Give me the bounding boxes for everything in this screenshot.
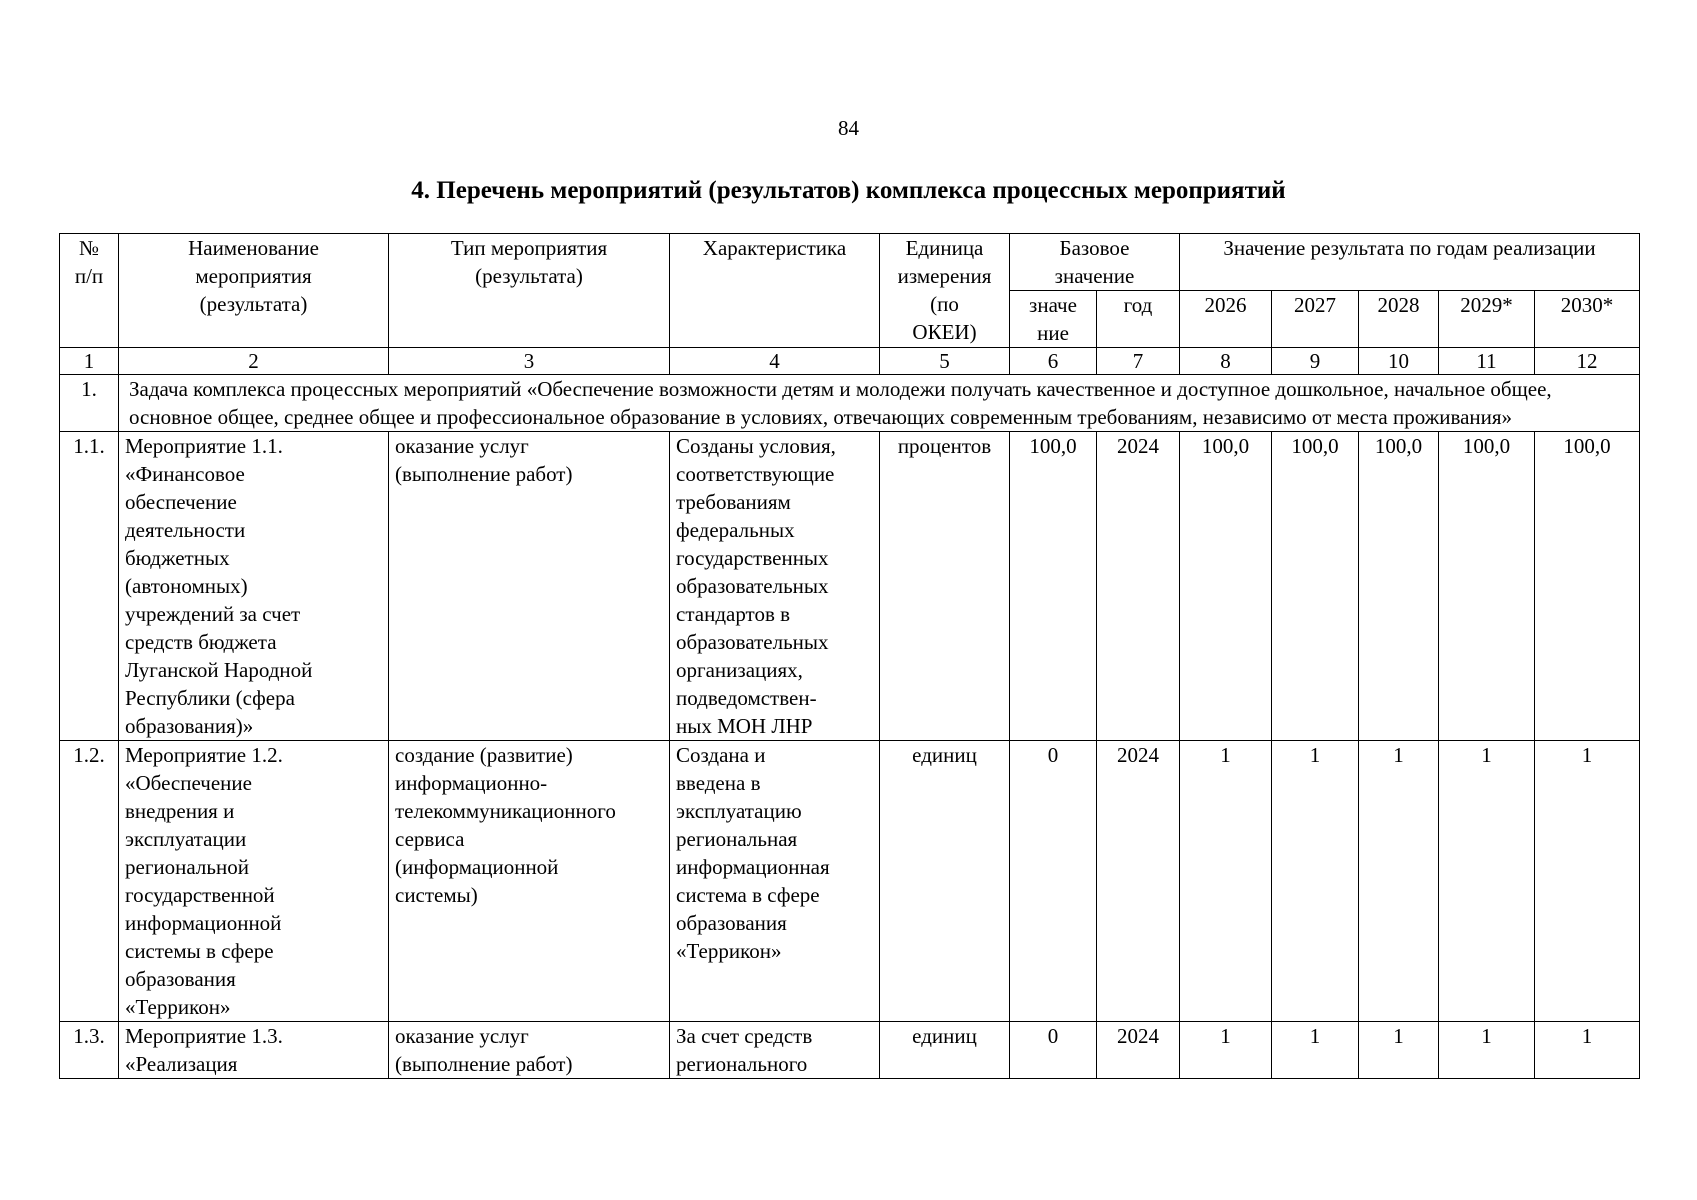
column-number: 10 <box>1359 348 1439 375</box>
column-number: 2 <box>119 348 389 375</box>
row-value: 1 <box>1535 741 1640 1022</box>
row-base-value: 0 <box>1010 741 1097 1022</box>
row-value: 1 <box>1359 1022 1439 1079</box>
table-row <box>60 1022 1640 1079</box>
header-name: Наименование мероприятия (результата) <box>119 234 389 348</box>
task-row <box>60 375 1640 432</box>
row-unit: единиц <box>880 741 1010 1022</box>
header-year: 2028 <box>1359 291 1439 348</box>
header-row-1 <box>60 234 1640 291</box>
header-unit: Единица измерения (по ОКЕИ) <box>880 234 1010 348</box>
row-value: 1 <box>1272 741 1359 1022</box>
header-year: 2030* <box>1535 291 1640 348</box>
row-type: создание (развитие) информационно- телекоммуникационного сервиса (информационной системы) <box>389 741 670 1022</box>
column-number: 1 <box>60 348 119 375</box>
table-row <box>60 432 1640 741</box>
row-base-value: 0 <box>1010 1022 1097 1079</box>
row-value: 1 <box>1180 741 1272 1022</box>
header-num: № п/п <box>60 234 119 348</box>
row-value: 100,0 <box>1180 432 1272 741</box>
column-number: 7 <box>1097 348 1180 375</box>
column-numbers-row <box>60 348 1640 375</box>
row-characteristic: Создана и введена в эксплуатацию региональная информационная система в сфере образования «Террикон» <box>670 741 880 1022</box>
row-characteristic: Созданы условия, соответствующие требованиям федеральных государственных образовательных стандартов в образовательных организациях, подведомствен- ных МОН ЛНР <box>670 432 880 741</box>
row-value: 1 <box>1439 1022 1535 1079</box>
task-number: 1. <box>60 375 119 432</box>
row-base-year: 2024 <box>1097 741 1180 1022</box>
header-base-year: год <box>1097 291 1180 348</box>
page-number: 84 <box>838 116 859 140</box>
row-value: 1 <box>1535 1022 1640 1079</box>
column-number: 12 <box>1535 348 1640 375</box>
document-title: 4. Перечень мероприятий (результатов) комплекса процессных мероприятий <box>411 177 1286 204</box>
header-type: Тип мероприятия (результата) <box>389 234 670 348</box>
row-number: 1.3. <box>60 1022 119 1079</box>
row-name: Мероприятие 1.1. «Финансовое обеспечение деятельности бюджетных (автономных) учреждений за счет средств бюджета Луганской Народной Республики (сфера образования)» <box>119 432 389 741</box>
task-text: Задача комплекса процессных мероприятий «Обеспечение возможности детям и молодежи получать качественное и доступное дошкольное, начальное общее, основное общее, среднее общее и профессиональное образование в условиях, отвечающих современным требованиям, независимо от места проживания» <box>119 375 1640 432</box>
row-value: 100,0 <box>1359 432 1439 741</box>
column-number: 6 <box>1010 348 1097 375</box>
row-number: 1.2. <box>60 741 119 1022</box>
row-name: Мероприятие 1.2. «Обеспечение внедрения и эксплуатации региональной государственной информационной системы в сфере образования «Террикон» <box>119 741 389 1022</box>
row-type: оказание услуг (выполнение работ) <box>389 432 670 741</box>
row-value: 100,0 <box>1439 432 1535 741</box>
row-characteristic: За счет средств регионального <box>670 1022 880 1079</box>
measures-table <box>59 233 1640 1079</box>
header-characteristic: Характеристика <box>670 234 880 348</box>
header-year: 2029* <box>1439 291 1535 348</box>
column-number: 5 <box>880 348 1010 375</box>
row-type: оказание услуг (выполнение работ) <box>389 1022 670 1079</box>
row-value: 1 <box>1180 1022 1272 1079</box>
column-number: 8 <box>1180 348 1272 375</box>
header-years-group: Значение результата по годам реализации <box>1180 234 1640 291</box>
column-number: 4 <box>670 348 880 375</box>
row-value: 1 <box>1439 741 1535 1022</box>
header-year: 2026 <box>1180 291 1272 348</box>
row-value: 1 <box>1359 741 1439 1022</box>
header-base-value: значе ние <box>1010 291 1097 348</box>
column-number: 9 <box>1272 348 1359 375</box>
row-unit: процентов <box>880 432 1010 741</box>
row-name: Мероприятие 1.3. «Реализация <box>119 1022 389 1079</box>
column-number: 11 <box>1439 348 1535 375</box>
row-base-value: 100,0 <box>1010 432 1097 741</box>
header-year: 2027 <box>1272 291 1359 348</box>
row-number: 1.1. <box>60 432 119 741</box>
table-row <box>60 741 1640 1022</box>
row-value: 100,0 <box>1535 432 1640 741</box>
row-value: 100,0 <box>1272 432 1359 741</box>
row-base-year: 2024 <box>1097 432 1180 741</box>
column-number: 3 <box>389 348 670 375</box>
row-unit: единиц <box>880 1022 1010 1079</box>
row-value: 1 <box>1272 1022 1359 1079</box>
row-base-year: 2024 <box>1097 1022 1180 1079</box>
header-base: Базовое значение <box>1010 234 1180 291</box>
